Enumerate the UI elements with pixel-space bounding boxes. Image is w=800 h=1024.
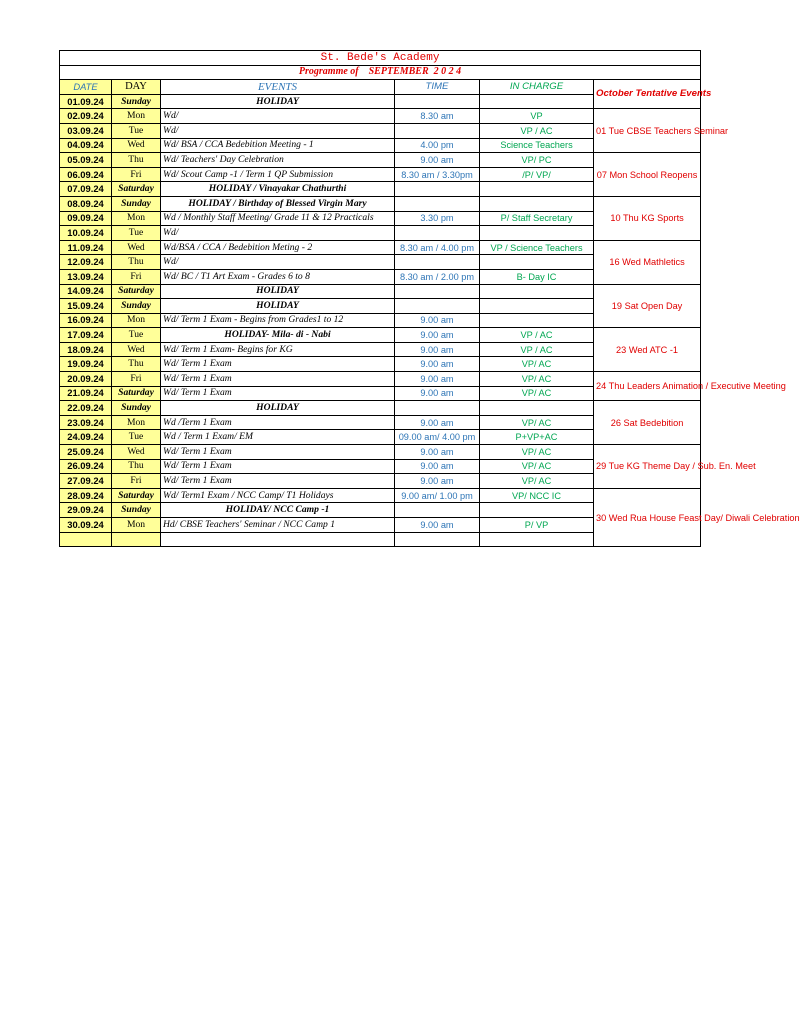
date-cell: 09.09.24	[60, 211, 112, 226]
day-cell: Wed	[112, 342, 161, 357]
event-cell: HOLIDAY	[161, 284, 395, 299]
in-charge-cell: VP/ AC	[480, 474, 594, 489]
date-cell: 26.09.24	[60, 459, 112, 474]
day-cell: Thu	[112, 459, 161, 474]
day-cell: Thu	[112, 357, 161, 372]
date-cell: 11.09.24	[60, 240, 112, 255]
date-cell: 04.09.24	[60, 138, 112, 153]
time-cell: 9.00 am	[395, 313, 480, 328]
event-cell: Wd/ Term 1 Exam- Begins for KG	[161, 342, 395, 357]
in-charge-cell: P/ Staff Secretary	[480, 211, 594, 226]
time-cell: 9.00 am	[395, 328, 480, 343]
day-cell: Mon	[112, 518, 161, 533]
date-cell: 03.09.24	[60, 123, 112, 138]
day-cell: Fri	[112, 269, 161, 284]
event-cell: Wd/ Term 1 Exam	[161, 386, 395, 401]
date-cell: 02.09.24	[60, 109, 112, 124]
date-cell: 24.09.24	[60, 430, 112, 445]
date-cell: 06.09.24	[60, 167, 112, 182]
in-charge-cell: B- Day IC	[480, 269, 594, 284]
date-cell: 10.09.24	[60, 226, 112, 241]
day-cell: Saturday	[112, 182, 161, 197]
time-cell	[395, 255, 480, 270]
october-event-cell: 19 Sat Open Day	[594, 284, 701, 328]
time-cell	[395, 401, 480, 416]
time-cell: 4.00 pm	[395, 138, 480, 153]
event-cell: Wd/ Term 1 Exam - Begins from Grades1 to 12	[161, 313, 395, 328]
header-in-charge: IN CHARGE	[480, 80, 594, 95]
day-cell: Fri	[112, 474, 161, 489]
programme-subtitle: Programme of SEPTEMBER 2 0 2 4	[60, 65, 701, 80]
october-event-cell: 16 Wed Mathletics	[594, 240, 701, 284]
date-cell: 05.09.24	[60, 153, 112, 168]
day-cell: Mon	[112, 109, 161, 124]
header-day: DAY	[112, 80, 161, 95]
time-cell	[395, 182, 480, 197]
day-cell: Sunday	[112, 196, 161, 211]
october-event-cell: 07 Mon School Reopens	[594, 153, 701, 197]
date-cell: 23.09.24	[60, 415, 112, 430]
day-cell: Tue	[112, 123, 161, 138]
october-event-cell: 01 Tue CBSE Teachers Seminar	[594, 109, 701, 153]
schedule-row	[60, 196, 701, 211]
schedule-row	[60, 401, 701, 416]
date-cell: 08.09.24	[60, 196, 112, 211]
day-cell: Tue	[112, 226, 161, 241]
in-charge-cell	[480, 313, 594, 328]
event-cell: Wd/BSA / CCA / Bedebition Meting - 2	[161, 240, 395, 255]
time-cell: 9.00 am	[395, 386, 480, 401]
time-cell: 9.00 am	[395, 415, 480, 430]
day-cell: Mon	[112, 211, 161, 226]
event-cell: Wd/ Term 1 Exam	[161, 445, 395, 460]
date-cell: 27.09.24	[60, 474, 112, 489]
in-charge-cell: VP/ AC	[480, 415, 594, 430]
in-charge-cell: VP/ AC	[480, 445, 594, 460]
event-cell: Wd/	[161, 109, 395, 124]
time-cell: 9.00 am/ 1.00 pm	[395, 488, 480, 503]
in-charge-cell: /P/ VP/	[480, 167, 594, 182]
in-charge-cell	[480, 94, 594, 109]
time-cell: 8.30 am / 3.30pm	[395, 167, 480, 182]
date-cell: 13.09.24	[60, 269, 112, 284]
time-cell: 9.00 am	[395, 474, 480, 489]
date-cell	[60, 532, 112, 547]
date-cell: 25.09.24	[60, 445, 112, 460]
in-charge-cell	[480, 401, 594, 416]
date-cell: 20.09.24	[60, 372, 112, 387]
event-cell: Hd/ CBSE Teachers' Seminar / NCC Camp 1	[161, 518, 395, 533]
time-cell	[395, 94, 480, 109]
september-programme-table	[59, 50, 800, 547]
day-cell: Wed	[112, 138, 161, 153]
day-cell: Thu	[112, 255, 161, 270]
october-event-cell: 30 Wed Rua House Feast Day/ Diwali Celebration	[594, 488, 701, 546]
day-cell: Sunday	[112, 94, 161, 109]
day-cell: Wed	[112, 240, 161, 255]
event-cell: Wd/	[161, 226, 395, 241]
october-event-cell: 10 Thu KG Sports	[594, 196, 701, 240]
event-cell	[161, 532, 395, 547]
event-cell: HOLIDAY	[161, 299, 395, 314]
schedule-row	[60, 109, 701, 124]
time-cell: 9.00 am	[395, 459, 480, 474]
school-title: St. Bede's Academy	[60, 51, 701, 66]
time-cell: 8.30 am	[395, 109, 480, 124]
in-charge-cell: VP/ AC	[480, 459, 594, 474]
time-cell	[395, 123, 480, 138]
in-charge-cell: VP/ AC	[480, 357, 594, 372]
date-cell: 18.09.24	[60, 342, 112, 357]
day-cell: Fri	[112, 167, 161, 182]
event-cell: Wd / Term 1 Exam/ EM	[161, 430, 395, 445]
time-cell: 9.00 am	[395, 518, 480, 533]
event-cell: Wd / Monthly Staff Meeting/ Grade 11 & 12 Practicals	[161, 211, 395, 226]
in-charge-cell: Science Teachers	[480, 138, 594, 153]
header-time: TIME	[395, 80, 480, 95]
time-cell: 9.00 am	[395, 342, 480, 357]
in-charge-cell: VP/ AC	[480, 386, 594, 401]
in-charge-cell: VP / AC	[480, 123, 594, 138]
in-charge-cell	[480, 196, 594, 211]
in-charge-cell	[480, 226, 594, 241]
event-cell: HOLIDAY / Birthday of Blessed Virgin Mary	[161, 196, 395, 211]
event-cell: Wd /Term 1 Exam	[161, 415, 395, 430]
date-cell: 16.09.24	[60, 313, 112, 328]
day-cell: Mon	[112, 313, 161, 328]
header-date: DATE	[60, 80, 112, 95]
date-cell: 21.09.24	[60, 386, 112, 401]
time-cell: 8.30 am / 2.00 pm	[395, 269, 480, 284]
header-events: EVENTS	[161, 80, 395, 95]
event-cell: Wd/ Term1 Exam / NCC Camp/ T1 Holidays	[161, 488, 395, 503]
day-cell: Wed	[112, 445, 161, 460]
date-cell: 22.09.24	[60, 401, 112, 416]
date-cell: 28.09.24	[60, 488, 112, 503]
date-cell: 01.09.24	[60, 94, 112, 109]
event-cell: Wd/ BSA / CCA Bedebition Meeting - 1	[161, 138, 395, 153]
time-cell: 9.00 am	[395, 445, 480, 460]
date-cell: 19.09.24	[60, 357, 112, 372]
day-cell: Sunday	[112, 299, 161, 314]
time-cell	[395, 196, 480, 211]
october-event-cell: 23 Wed ATC -1	[594, 328, 701, 372]
event-cell: HOLIDAY	[161, 94, 395, 109]
event-cell: HOLIDAY- Mila- di - Nabi	[161, 328, 395, 343]
schedule-row	[60, 284, 701, 299]
time-cell: 9.00 am	[395, 372, 480, 387]
event-cell: HOLIDAY / Vinayakar Chathurthi	[161, 182, 395, 197]
time-cell: 8.30 am / 4.00 pm	[395, 240, 480, 255]
header-october-tentative-events: October Tentative Events	[594, 80, 701, 109]
day-cell: Tue	[112, 430, 161, 445]
in-charge-cell: VP/ PC	[480, 153, 594, 168]
in-charge-cell: P/ VP	[480, 518, 594, 533]
time-cell: 09.00 am/ 4.00 pm	[395, 430, 480, 445]
schedule-row	[60, 240, 701, 255]
in-charge-cell	[480, 503, 594, 518]
event-cell: Wd/ Term 1 Exam	[161, 357, 395, 372]
day-cell: Mon	[112, 415, 161, 430]
schedule-row	[60, 328, 701, 343]
day-cell: Saturday	[112, 284, 161, 299]
schedule-row	[60, 372, 701, 387]
event-cell: Wd/ Teachers' Day Celebration	[161, 153, 395, 168]
in-charge-cell	[480, 182, 594, 197]
time-cell: 9.00 am	[395, 357, 480, 372]
event-cell: Wd/	[161, 255, 395, 270]
schedule-row	[60, 445, 701, 460]
header-row	[60, 80, 701, 95]
day-cell: Saturday	[112, 386, 161, 401]
day-cell: Tue	[112, 328, 161, 343]
event-cell: Wd/ Term 1 Exam	[161, 459, 395, 474]
event-cell: HOLIDAY/ NCC Camp -1	[161, 503, 395, 518]
date-cell: 17.09.24	[60, 328, 112, 343]
in-charge-cell: VP / AC	[480, 328, 594, 343]
time-cell	[395, 503, 480, 518]
day-cell	[112, 532, 161, 547]
in-charge-cell	[480, 255, 594, 270]
event-cell: Wd/ BC / T1 Art Exam - Grades 6 to 8	[161, 269, 395, 284]
event-cell: Wd/	[161, 123, 395, 138]
event-cell: Wd/ Term 1 Exam	[161, 474, 395, 489]
october-event-cell: 24 Thu Leaders Animation / Executive Meeting	[594, 372, 701, 401]
day-cell: Sunday	[112, 503, 161, 518]
in-charge-cell	[480, 299, 594, 314]
day-cell: Sunday	[112, 401, 161, 416]
in-charge-cell	[480, 284, 594, 299]
date-cell: 07.09.24	[60, 182, 112, 197]
date-cell: 29.09.24	[60, 503, 112, 518]
subtitle-row	[60, 65, 701, 80]
october-event-cell: 29 Tue KG Theme Day / Sub. En. Meet	[594, 445, 701, 489]
event-cell: Wd/ Term 1 Exam	[161, 372, 395, 387]
october-event-cell: 26 Sat Bedebition	[594, 401, 701, 445]
date-cell: 12.09.24	[60, 255, 112, 270]
event-cell: Wd/ Scout Camp -1 / Term 1 QP Submission	[161, 167, 395, 182]
in-charge-cell: VP/ NCC IC	[480, 488, 594, 503]
in-charge-cell: VP	[480, 109, 594, 124]
event-cell: HOLIDAY	[161, 401, 395, 416]
time-cell	[395, 299, 480, 314]
date-cell: 30.09.24	[60, 518, 112, 533]
time-cell	[395, 284, 480, 299]
title-row	[60, 51, 701, 66]
in-charge-cell: VP/ AC	[480, 372, 594, 387]
in-charge-cell: VP / Science Teachers	[480, 240, 594, 255]
in-charge-cell: VP / AC	[480, 342, 594, 357]
in-charge-cell	[480, 532, 594, 547]
time-cell: 3.30 pm	[395, 211, 480, 226]
day-cell: Thu	[112, 153, 161, 168]
date-cell: 15.09.24	[60, 299, 112, 314]
day-cell: Saturday	[112, 488, 161, 503]
day-cell: Fri	[112, 372, 161, 387]
schedule-row	[60, 153, 701, 168]
time-cell: 9.00 am	[395, 153, 480, 168]
date-cell: 14.09.24	[60, 284, 112, 299]
schedule-row	[60, 488, 701, 503]
in-charge-cell: P+VP+AC	[480, 430, 594, 445]
time-cell	[395, 226, 480, 241]
time-cell	[395, 532, 480, 547]
